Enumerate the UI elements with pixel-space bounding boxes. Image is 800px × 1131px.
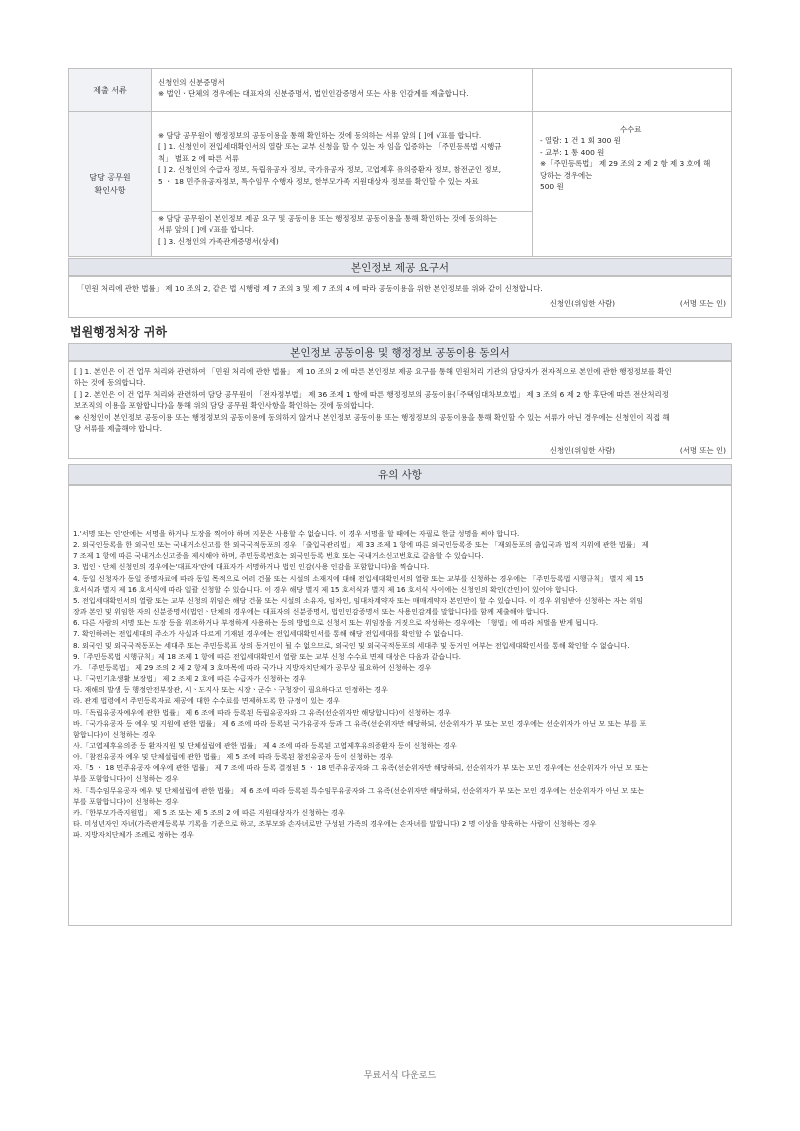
note-line: 타. 미성년자인 자녀(가족관계등록부 기록을 기준으로 하고, 조부모와 손자녀로만 구성된 가족의 경우에는 손자녀를 말합니다) 2 명 이상을 양육하는 사람이 신청하는 경우: [73, 819, 597, 829]
consent-signer: 신청인(위임한 사람): [549, 446, 615, 455]
consent-checkbox-2[interactable]: [ ] 2. 본인은 이 건 업무 처리와 관련하여 담당 공무원이 「전자정부법」 제 36 조제 1 항에 따른 행정정보의 공동이용(「주택임대차보호법」 제 3 조의 6 제 2 항 후단에 따른 전산처리정: [74, 389, 669, 399]
note-line: 파. 지방자치단체가 조례로 정하는 경우: [73, 830, 194, 840]
submit-docs-label: [68, 68, 152, 112]
note-line: 2. 외국인등록을 한 외국인 또는 국내거소신고를 한 외국국적동포의 경우 「출입국관리법」 제 33 조제 1 항에 따른 외국인등록증 또는 「재외동포의 출입국과 법적 지위에 관한 법률」 제: [73, 540, 649, 550]
footer-download-link[interactable]: 무료서식 다운로드: [363, 1071, 437, 1081]
confirm-line: ※ 담당 공무원이 본인정보 제공 요구 및 공동이용 또는 행정정보 공동이용을 통해 확인하는 것에 동의하는: [158, 214, 497, 223]
officer-confirm-block-1: [151, 111, 533, 212]
note-line: 아.「참전유공자 예우 및 단체설립에 관한 법률」 제 5 조에 따라 등록된 참전유공자 등이 신청하는 경우: [73, 752, 393, 762]
personal-request-title: 본인정보 제공 요구서: [351, 262, 449, 274]
submit-docs-content: [151, 68, 533, 112]
note-line: 4. 동일 신청자가 동일 증명자료에 따라 동일 목적으로 여러 건물 또는 시설의 소재지에 대해 전입세대확인서의 열람 또는 교부를 신청하는 경우에는 「주민등록법 시행규칙」 별지 제 15: [73, 573, 644, 583]
note-line: 자.「5 ㆍ 18 민주유공자 예우에 관한 법률」 제 7 조에 따라 등록 결정된 5 ㆍ 18 민주유공자와 그 유족(선순위자만 해당하되, 선순위자가 부 또는 모인 경우에는 선순위자가 아닌 모 또는: [73, 763, 649, 773]
consent-line: 보조직의 이용을 포함합니다)을 통해 위의 담당 공무원 확인사항을 확인하는 것에 동의합니다.: [74, 401, 375, 411]
note-line: 다. 재해의 발생 등 행정안전부장관, 시ㆍ도지사 또는 시장ㆍ군수ㆍ구청장이 필요하다고 인정하는 경우: [73, 685, 388, 695]
confirm-line: 5 ㆍ 18 민주유공자정보, 특수임무 수행자 정보, 한부모가족 지원대상자 정보를 확인할 수 있는 자료: [158, 176, 479, 186]
submit-docs-empty-cell: [532, 68, 732, 112]
submit-docs-label-text: 제출 서류: [93, 85, 127, 95]
note-line: 나.「국민기초생활 보장법」 제 2 조제 2 호에 따른 수급자가 신청하는 경우: [73, 674, 307, 684]
note-line: 3. 법인ㆍ단체 신청인의 경우에는'대표자'란에 대표자가 서명하거나 법인 인감(사용 인감을 포함합니다)을 찍습니다.: [73, 562, 430, 572]
fee-line: 500 원: [540, 182, 564, 192]
note-line: 장과 본인 및 위임한 자의 신분증명서(법인ㆍ단체의 경우에는 대표자의 신분증명서, 법인인감증명서 또는 사용인감계를 말합니다)를 함께 제출해야 합니다.: [73, 607, 549, 617]
officer-confirm-label-line: 확인사항: [94, 186, 126, 195]
note-line: 6. 다른 사람의 서명 또는 도장 등을 위조하거나 부정하게 사용하는 등의 방법으로 신청서 또는 위임장을 거짓으로 작성하는 경우에는 「형법」에 따라 처벌을 받게 됩니다.: [73, 618, 599, 628]
personal-request-signer: 신청인(위임한 사람): [549, 299, 615, 308]
addressee: 법원행정처장 귀하: [70, 325, 167, 339]
consent-line: 당 서류를 제출해야 합니다.: [74, 424, 162, 434]
fee-cell: [532, 111, 732, 257]
notes-body: [68, 485, 732, 926]
personal-request-sign-field[interactable]: (서명 또는 인): [679, 299, 726, 308]
fee-line: - 교부: 1 통 400 원: [540, 147, 605, 157]
consent-line: ※ 신청인이 본인정보 공동이용 또는 행정정보의 공동이용에 동의하지 않거나 본인정보 공동이용 또는 행정정보의 공동이용을 통해 확인할 수 있는 서류가 아닌 경우에는 신청인이 직접 해: [74, 412, 670, 422]
note-line: 5. 전입세대확인서의 열람 또는 교부 신청의 위임은 해당 건물 또는 시설의 소유자, 임차인, 임대차계약자 또는 매매계약자 본인만이 할 수 있습니다. 이 경우 위임받아 신청하는 자는 위임: [73, 595, 644, 605]
fee-line: ※「주민등록법」 제 29 조의 2 제 2 항 제 3 호에 해: [540, 159, 711, 169]
note-line: 가. 「주민등록법」 제 29 조의 2 제 2 항제 3 호마목에 따라 국가나 지방자치단체가 공무상 필요하여 신청하는 경우: [73, 662, 432, 672]
personal-request-header: [68, 258, 732, 276]
note-line: 함합니다)이 신청하는 경우: [73, 729, 156, 739]
consent-header: [68, 343, 732, 361]
confirm-checkbox-2[interactable]: [ ] 2. 신청인의 수급자 정보, 독립유공자 정보, 국가유공자 정보, 고엽제후 유의증환자 정보, 참전군인 정보,: [158, 165, 502, 175]
note-line: 9.「주민등록법 시행규칙」제 18 조제 1 항에 따른 전입세대확인서 열람 또는 교부 신청 수수료 면제 대상은 다음과 같습니다.: [73, 651, 462, 661]
fee-line: - 열람: 1 건 1 회 300 원: [540, 136, 621, 146]
note-line: 라. 관계 법령에서 주민등록자료 제공에 대한 수수료를 면제하도록 한 규정이 있는 경우: [73, 696, 340, 706]
personal-request-text: 「민원 처리에 관한 법률」 제 10 조의 2, 같은 법 시행령 제 7 조의 3 및 제 7 조의 4 에 따라 공동이용을 위한 본인정보를 위와 같이 신청합니다.: [77, 284, 543, 293]
note-line: 부를 포함합니다)이 신청하는 경우: [73, 774, 179, 784]
note-line: 호서식과 별지 제 16 호서식에 따라 일괄 신청할 수 있습니다. 이 경우 해당 별지 제 15 호서식과 별지 제 16 호서식 사이에는 신청인의 확인(간인)이 있어야 합니다.: [73, 584, 578, 594]
note-line: 사.「고엽제후유의증 등 환자지원 및 단체설립에 관한 법률」 제 4 조에 따라 등록된 고엽제후유의증환자 등이 신청하는 경우: [73, 740, 457, 750]
fee-title: 수수료: [620, 125, 642, 134]
note-line: 7 조제 1 항에 따른 국내거소신고증을 제시해야 하며, 주민등록번호는 외국인등록 번호 또는 국내거소신고번호로 갈음할 수 있습니다.: [73, 551, 484, 561]
officer-confirm-label: [68, 111, 152, 257]
note-line: 8. 외국인 및 외국국적동포는 세대주 또는 주민등록표 상의 동거인이 될 수 없으므로, 외국인 및 외국국적동포의 세대주 및 동거인 여부는 전입세대확인서를 통해 확인할 수 없습니다.: [73, 640, 630, 650]
note-line: 부를 포함합니다)이 신청하는 경우: [73, 796, 179, 806]
confirm-line: ※ 담당 공무원이 행정정보의 공동이용을 통해 확인하는 것에 동의하는 서류 앞의 [ ]에 √표를 합니다.: [158, 131, 482, 140]
personal-request-body: [68, 276, 732, 318]
confirm-line: 서류 앞의 [ ]에 √표를 합니다.: [158, 225, 254, 235]
note-line: 차.「특수임무유공자 예우 및 단체설립에 관한 법률」 제 6 조에 따라 등록된 특수임무유공자와 그 유족(선순위자만 해당하되, 선순위자가 부 또는 모인 경우에는 선순위자가 아닌 모 또는: [73, 785, 645, 795]
consent-sign-field[interactable]: (서명 또는 인): [679, 446, 726, 455]
consent-line: 하는 것에 동의합니다.: [74, 378, 146, 388]
notes-header: [68, 464, 732, 485]
officer-confirm-block-2: [151, 211, 533, 257]
officer-confirm-label-line: 담당 공무원: [89, 173, 131, 182]
notes-title: 유의 사항: [378, 469, 422, 481]
note-line: 카.「한부모가족지원법」 제 5 조 또는 제 5 조의 2 에 따른 지원대상자가 신청하는 경우: [73, 807, 345, 817]
consent-body: [68, 361, 732, 459]
confirm-checkbox-1[interactable]: [ ] 1. 신청인이 전입세대확인서의 열람 또는 교부 신청을 할 수 있는 자 임을 입증하는 「주민등록법 시행규: [158, 142, 502, 152]
fee-line: 당하는 경우에는: [540, 170, 593, 180]
note-line: 마.「독립유공자예우에 관한 법률」 제 6 조에 따라 등록된 독립유공자와 그 유족(선순위자만 해당합니다)이 신청하는 경우: [73, 707, 451, 717]
consent-checkbox-1[interactable]: [ ] 1. 본인은 이 건 업무 처리와 관련하여 「민원 처리에 관한 법률」 제 10 조의 2 에 따른 본인정보 제공 요구를 통해 민원처리 기관의 담당자가 전자적으로 본인에 관한 행정정보를 확인: [74, 367, 672, 376]
submit-docs-line: 신청인의 신분증명서: [158, 78, 225, 87]
note-line: 7. 확인하려는 전입세대의 주소가 사실과 다르게 기재된 경우에는 전입세대확인서를 통해 해당 전입세대를 확인할 수 없습니다.: [73, 629, 464, 639]
submit-docs-line: ※ 법인ㆍ단체의 경우에는 대표자의 신분증명서, 법인인감증명서 또는 사용 인감계를 제출합니다.: [158, 89, 469, 99]
note-line: 1.'서명 또는 인'란에는 서명을 하거나 도장을 찍어야 하며 지문은 사용할 수 없습니다. 이 경우 서명을 할 때에는 자필로 한글 성명을 써야 합니다.: [73, 529, 520, 538]
confirm-checkbox-3[interactable]: [ ] 3. 신청인의 가족관계증명서(상세): [158, 236, 279, 246]
confirm-line: 칙」 별표 2 에 따른 서류: [158, 153, 239, 163]
note-line: 바.「국가유공자 등 예우 및 지원에 관한 법률」 제 6 조에 따라 등록된 국가유공자 등과 그 유족(선순위자만 해당하되, 선순위자가 부 또는 모인 경우에는 선순위자가 아닌 모 또는 부를 포: [73, 718, 647, 728]
consent-title: 본인정보 공동이용 및 행정정보 공동이용 동의서: [290, 347, 510, 359]
